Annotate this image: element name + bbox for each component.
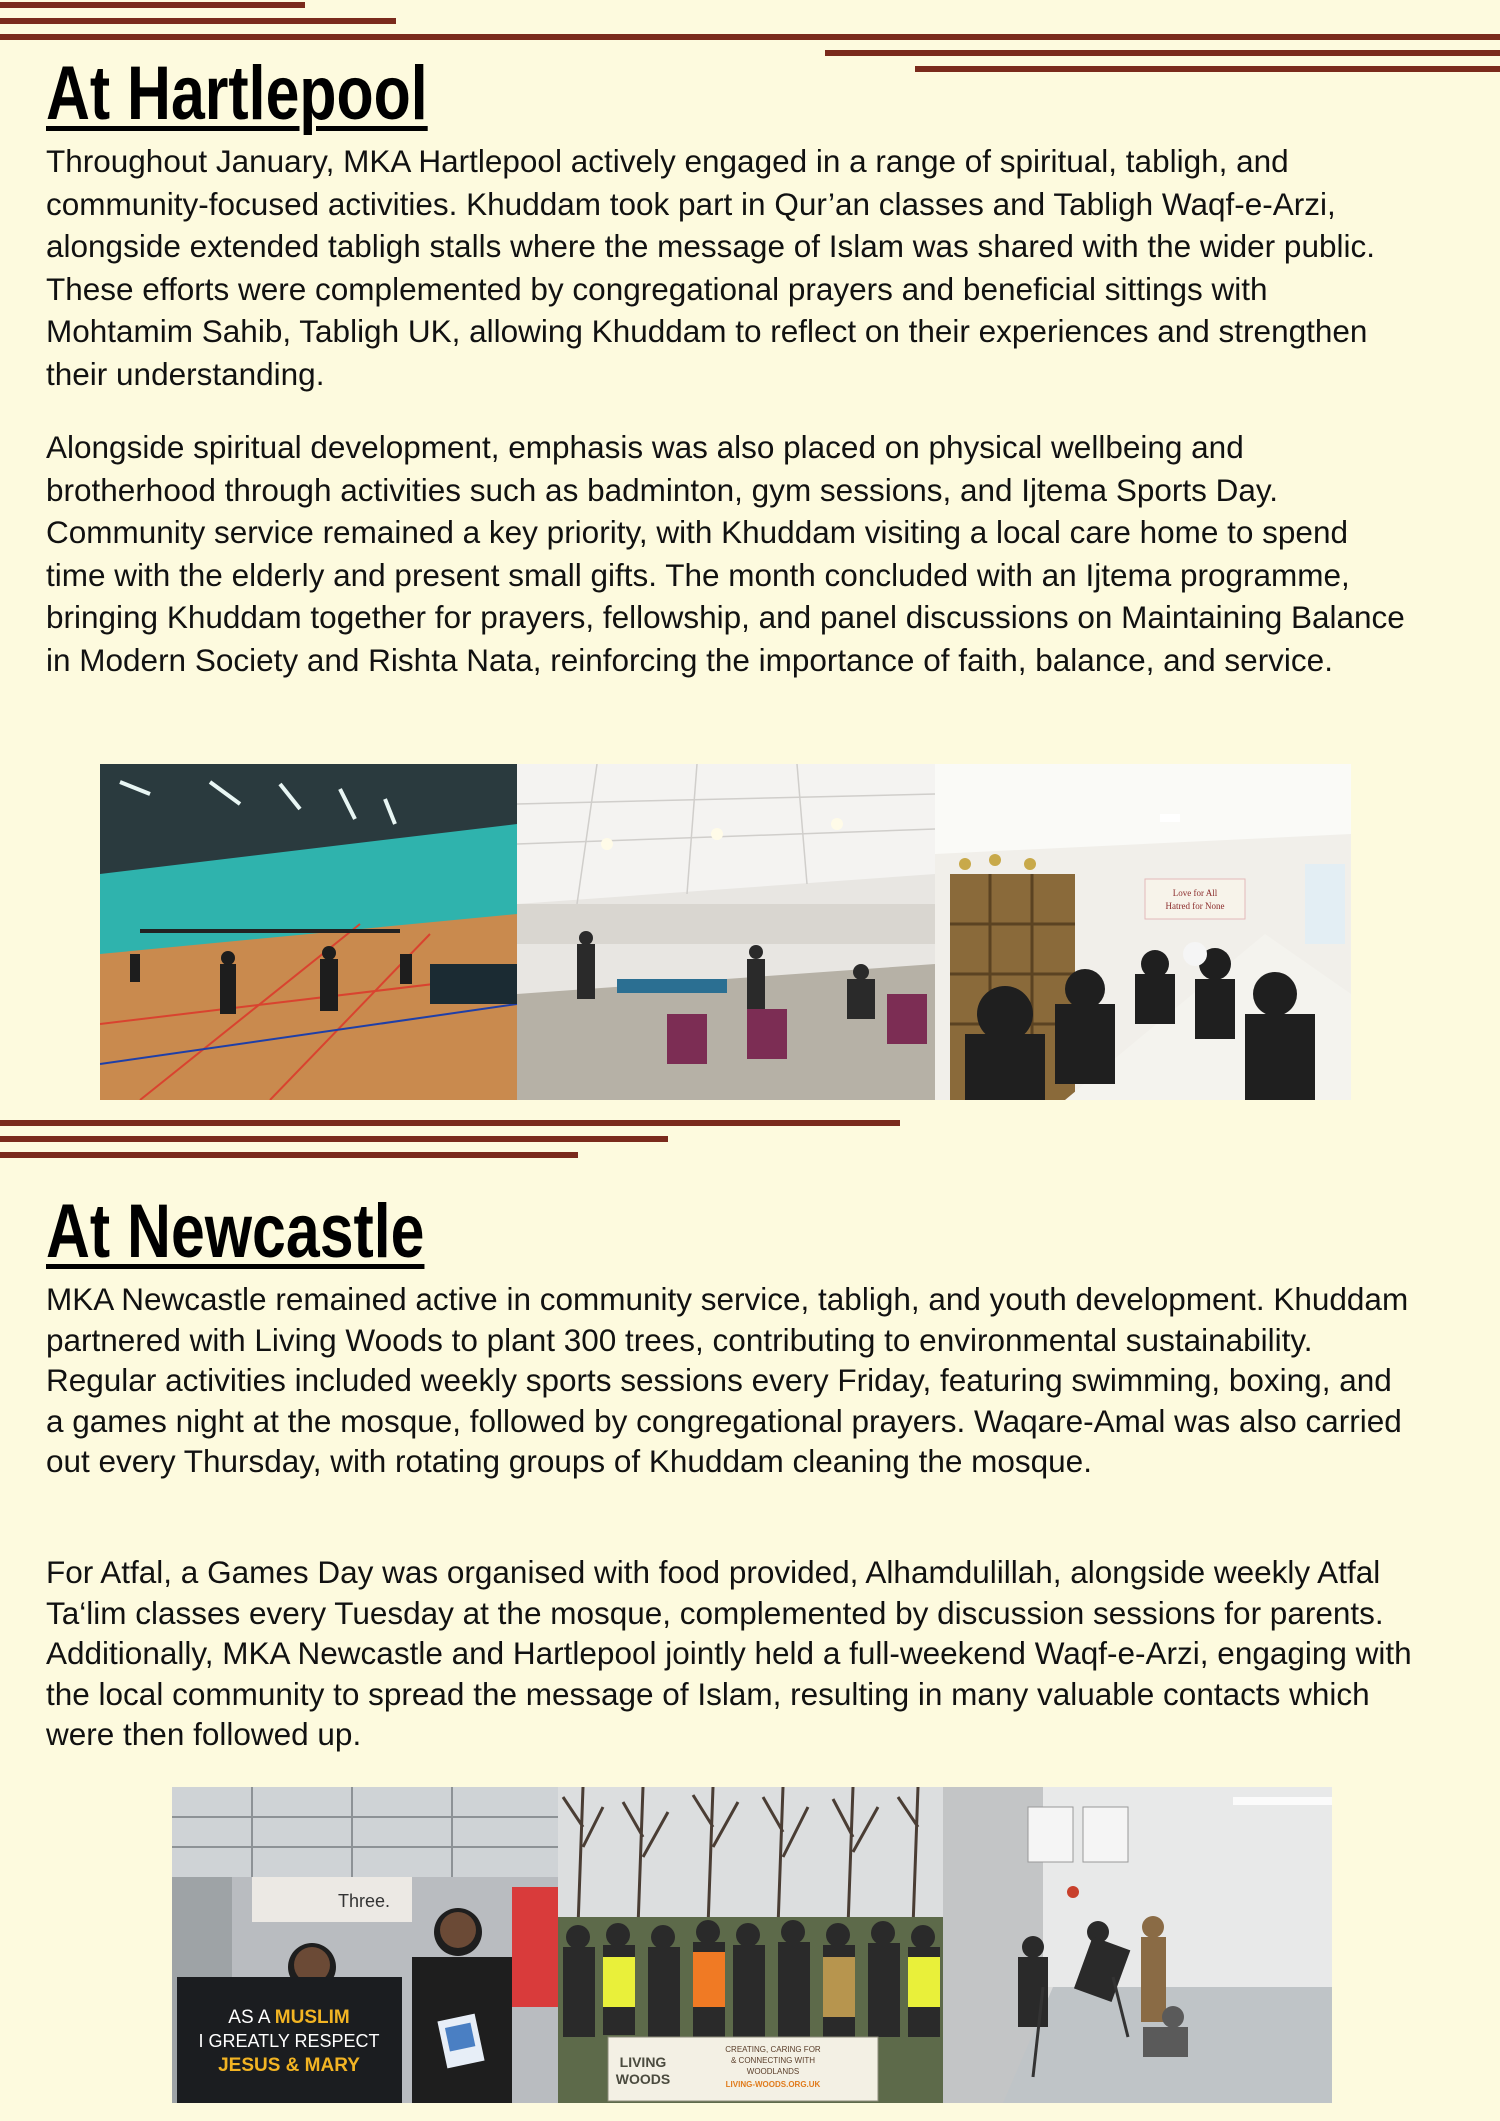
photo-badminton-hall <box>100 764 517 1100</box>
wall-sign-text: Hatred for None <box>1165 901 1225 911</box>
banner-text: & CONNECTING WITH <box>731 2056 815 2065</box>
banner-logo-text: WOODS <box>615 2071 671 2087</box>
shop-sign-text: Three. <box>337 1891 391 1911</box>
section-title-newcastle: At Newcastle <box>46 1189 425 1274</box>
divider-bar <box>0 18 396 24</box>
placard-text <box>228 2007 349 2028</box>
newcastle-paragraph-1: MKA Newcastle remained active in community service, tabligh, and youth development. Khuddam partnered with Living Woods to plant 300 trees, contributing to environmental sustainability. Regular activities included weekly sports sessions every Friday, featuring swimming, boxing, and a games night at the mosque, followed by congregational prayers. Waqare-Amal was also carried out every Thursday, with rotating groups of Khuddam cleaning the mosque. <box>46 1281 1409 1479</box>
banner-text: CREATING, CARING FOR <box>725 2045 821 2054</box>
divider-bar <box>0 1152 578 1158</box>
newcastle-paragraph-2: For Atfal, a Games Day was organised with food provided, Alhamdulillah, alongside weekly Atfal Ta‘lim classes every Tuesday at the mosque, complemented by discussion sessions for parents. Additionally, MKA Newcastle and Hartlepool jointly held a full-weekend Waqf-e-Arzi, engaging with the local community to spread the message of Islam, resulting in many valuable contacts which were then followed up. <box>46 1554 1412 1752</box>
banner-logo-text: LIVING <box>619 2054 667 2070</box>
hartlepool-paragraph-1: Throughout January, MKA Hartlepool actively engaged in a range of spiritual, tabligh, and community-focused activities. Khuddam took part in Qur’an classes and Tabligh Waqf-e-Arzi, alongside extended tabligh stalls where the message of Islam was shared with the wider public. These efforts were complemented by congregational prayers and beneficial sittings with Mohtamim Sahib, Tabligh UK, allowing Khuddam to reflect on their experiences and strengthen their understanding. <box>46 143 1375 392</box>
placard-text: I GREATLY RESPECT <box>198 2031 380 2051</box>
placard-text-part: AS A <box>228 2007 275 2028</box>
divider-bar <box>915 66 1500 72</box>
section-title-hartlepool: At Hartlepool <box>46 51 428 136</box>
wall-sign-text: Love for All <box>1172 888 1218 898</box>
photo-tree-planting <box>558 1787 943 2103</box>
divider-bar <box>825 50 1500 56</box>
divider-bar <box>0 2 305 8</box>
banner-url-text: LIVING-WOODS.ORG.UK <box>725 2080 821 2089</box>
hartlepool-paragraph-2: Alongside spiritual development, emphasis was also placed on physical wellbeing and brotherhood through activities such as badminton, gym sessions, and Ijtema Sports Day. Community service remained a key priority, with Khuddam visiting a local care home to spend time with the elderly and present small gifts. The month concluded with an Ijtema programme, bringing Khuddam together for prayers, fellowship, and panel discussions on Maintaining Balance in Modern Society and Rishta Nata, reinforcing the importance of faith, balance, and service. <box>46 429 1405 678</box>
photo-dinner-gathering <box>935 764 1351 1100</box>
photo-table-tennis-room <box>517 764 935 1100</box>
placard-text: JESUS & MARY <box>218 2055 360 2076</box>
divider-bar <box>0 1120 900 1126</box>
photo-tabligh-stall <box>172 1787 558 2103</box>
divider-bar <box>0 34 1500 40</box>
banner-text: WOODLANDS <box>746 2067 800 2076</box>
placard-text-part: MUSLIM <box>274 2007 350 2028</box>
photo-mosque-cleaning <box>943 1787 1332 2103</box>
divider-bar <box>0 1136 668 1142</box>
